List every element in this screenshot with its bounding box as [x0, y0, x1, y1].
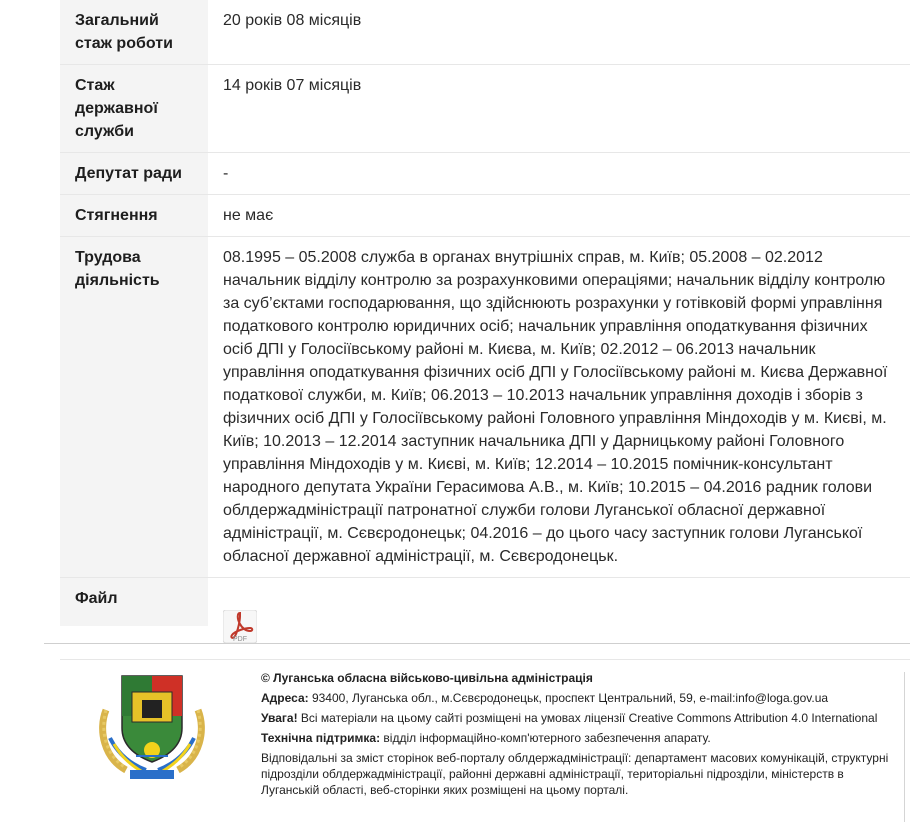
footer-responsibility: Відповідальні за зміст сторінок веб-порталу облдержадміністрації: департамент масових комунікацій, структурні підрозділи облдержадміністрації, районні державні адміністрації, територіальні підрозділи, міністерств в Луганській області, веб-сторінки яких розміщені на цьому порталі.	[261, 751, 889, 797]
pdf-icon[interactable]	[223, 610, 257, 643]
coat-of-arms-icon	[96, 670, 208, 782]
row-label: Загальний стаж роботи	[60, 0, 208, 64]
row-label: Депутат ради	[60, 153, 208, 194]
table-row	[60, 578, 910, 660]
row-label: Стягнення	[60, 195, 208, 236]
file-cell	[208, 578, 910, 659]
footer-vertical-divider	[904, 672, 905, 822]
footer-divider	[44, 643, 910, 644]
row-label: Стаж державної служби	[60, 65, 208, 152]
table-row	[60, 195, 910, 237]
official-info-table	[60, 0, 910, 660]
table-row	[60, 65, 910, 153]
row-value: 14 років 07 місяців	[223, 77, 362, 94]
row-value: 20 років 08 місяців	[223, 12, 362, 29]
footer-info	[261, 670, 901, 802]
row-value: 08.1995 – 05.2008 служба в органах внутрішніх справ, м. Київ; 05.2008 – 02.2012 начальник відділу контролю за розрахунковими операціями; начальник відділу контролю за суб’єктами господарювання, що здійснюють розрахунки у готівковій формі управління податкового контролю юридичних осіб; начальник управління оподаткування фізичних осіб ДПІ у Голосіївському районі м. Києва, м. Київ; 02.2012 – 06.2013 начальник управління оподаткування фізичних осіб ДПІ у Голосіївському районі м. Києва Державної податкової служби, м. Київ; 06.2013 – 10.2013 начальник управління доходів і зборів з фізичних осіб ДПІ у Голосіївському районі Головного управління Міндоходів у м. Києві, м. Київ; 10.2013 – 12.2014 заступник начальника ДПІ у Дарницькому районі Головного управління Міндоходів у м. Києві, м. Київ; 12.2014 – 10.2015 помічник-консультант народного депутата України Герасимова А.В., м. Київ; 10.2015 – 04.2016 радник голови облдержадміністрації патронатної служби голови Луганської обласної державної адміністрації, м. Сєвєродонецьк; 04.2016 – до цього часу заступник голови Луганської обласної державної адміністрації, м. Сєвєродонецьк.	[223, 249, 888, 565]
footer-address: Адреса: 93400, Луганська обл., м.Сєвєродонецьк, проспект Центральний, 59, e-mail:info@loga.gov.ua	[261, 691, 829, 705]
table-row	[60, 0, 910, 65]
pdf-badge: PDF	[233, 636, 247, 643]
row-label: Трудова діяльність	[60, 237, 208, 577]
footer-copyright: © Луганська обласна військово-цивільна адміністрація	[261, 671, 593, 685]
table-row	[60, 153, 910, 195]
row-value: -	[223, 165, 229, 182]
table-row	[60, 237, 910, 578]
footer-support: Технічна підтримка: відділ інформаційно-комп'ютерного забезпечення апарату.	[261, 731, 711, 745]
row-value: не має	[223, 207, 274, 224]
footer-license-notice: Увага! Всі матеріали на цьому сайті розміщені на умовах ліцензії Creative Commons Attribution 4.0 International	[261, 711, 878, 725]
row-label: Файл	[60, 578, 208, 626]
